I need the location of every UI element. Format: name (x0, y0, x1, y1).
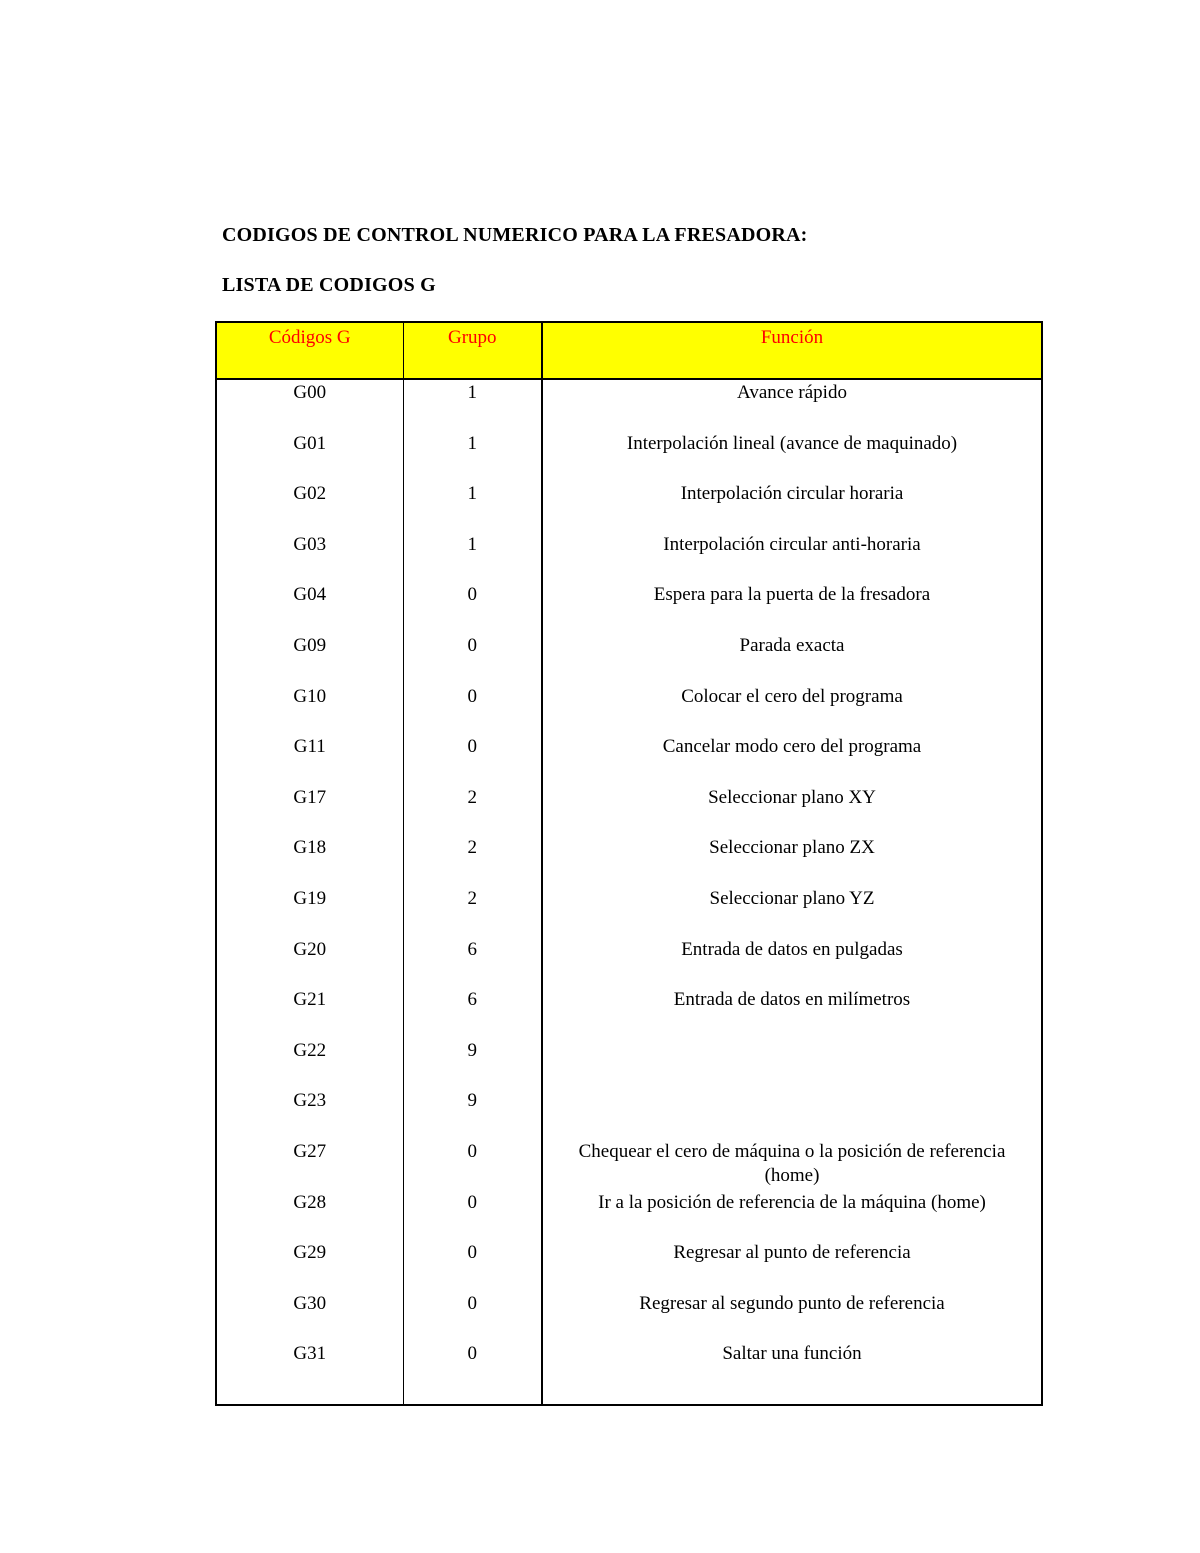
function-cell (542, 734, 1042, 785)
table-row (216, 582, 1042, 633)
function-cell (542, 1190, 1042, 1241)
code-cell: G29 (216, 1240, 403, 1291)
function-cell (542, 1139, 1042, 1190)
table-row (216, 633, 1042, 684)
group-cell: 1 (403, 481, 542, 532)
function-cell (542, 431, 1042, 482)
table-row (216, 1240, 1042, 1291)
function-text: Interpolación circular horaria (680, 483, 904, 505)
function-cell (542, 1088, 1042, 1139)
table-row (216, 937, 1042, 988)
table-header-row (216, 322, 1042, 379)
function-cell (542, 835, 1042, 886)
function-text: Entrada de datos en milímetros (673, 989, 911, 1011)
table-row (216, 532, 1042, 583)
function-cell (542, 1341, 1042, 1405)
code-cell: G18 (216, 835, 403, 886)
group-cell: 2 (403, 835, 542, 886)
table-row (216, 1139, 1042, 1190)
function-cell (542, 481, 1042, 532)
code-cell: G28 (216, 1190, 403, 1241)
group-cell: 0 (403, 1341, 542, 1405)
group-cell: 9 (403, 1088, 542, 1139)
table-row (216, 987, 1042, 1038)
function-cell (542, 785, 1042, 836)
function-text: Espera para la puerta de la fresadora (653, 584, 931, 606)
function-cell (542, 684, 1042, 735)
table-body (216, 379, 1042, 1405)
code-cell: G23 (216, 1088, 403, 1139)
function-cell (542, 1291, 1042, 1342)
function-cell (542, 532, 1042, 583)
function-cell (542, 1240, 1042, 1291)
group-cell: 1 (403, 532, 542, 583)
table-row (216, 1088, 1042, 1139)
code-cell: G22 (216, 1038, 403, 1089)
code-cell: G01 (216, 431, 403, 482)
function-cell (542, 1038, 1042, 1089)
group-cell: 0 (403, 1139, 542, 1190)
function-cell (542, 633, 1042, 684)
code-cell: G30 (216, 1291, 403, 1342)
code-cell: G27 (216, 1139, 403, 1190)
function-text: Seleccionar plano XY (708, 786, 876, 808)
group-cell: 1 (403, 431, 542, 482)
function-text: Regresar al segundo punto de referencia (639, 1292, 945, 1314)
code-cell: G02 (216, 481, 403, 532)
code-cell: G20 (216, 937, 403, 988)
function-text: Regresar al punto de referencia (673, 1242, 911, 1264)
function-text: Colocar el cero del programa (681, 685, 903, 707)
function-cell (542, 582, 1042, 633)
code-cell: G21 (216, 987, 403, 1038)
function-text: Interpolación lineal (avance de maquinado) (626, 432, 958, 454)
function-text: Interpolación circular anti-horaria (663, 533, 921, 555)
group-cell: 1 (403, 379, 542, 431)
function-cell (542, 987, 1042, 1038)
function-text: Cancelar modo cero del programa (662, 736, 922, 758)
group-cell: 0 (403, 734, 542, 785)
function-text: Seleccionar plano ZX (709, 837, 875, 859)
group-cell: 0 (403, 1291, 542, 1342)
column-header-code: Códigos G (216, 322, 403, 379)
group-cell: 6 (403, 937, 542, 988)
group-cell: 0 (403, 1240, 542, 1291)
code-cell: G04 (216, 582, 403, 633)
group-cell: 0 (403, 1190, 542, 1241)
table-header (216, 322, 1042, 379)
group-cell: 0 (403, 684, 542, 735)
table-row (216, 835, 1042, 886)
g-codes-table (215, 321, 1043, 1406)
table-row (216, 431, 1042, 482)
function-text: Chequear el cero de máquina o la posición de referencia (home) (578, 1140, 1006, 1186)
table-row (216, 1341, 1042, 1405)
code-cell: G17 (216, 785, 403, 836)
code-cell: G09 (216, 633, 403, 684)
function-text: Avance rápido (737, 382, 847, 403)
table-row (216, 734, 1042, 785)
column-header-group: Grupo (403, 322, 542, 379)
group-cell: 2 (403, 785, 542, 836)
code-cell: G31 (216, 1341, 403, 1405)
code-cell: G11 (216, 734, 403, 785)
code-cell: G03 (216, 532, 403, 583)
function-cell (542, 886, 1042, 937)
function-text: Parada exacta (739, 634, 845, 656)
table-row (216, 1190, 1042, 1241)
function-text: Ir a la posición de referencia de la máquina (home) (598, 1191, 986, 1213)
table-row (216, 684, 1042, 735)
function-cell (542, 937, 1042, 988)
table-row (216, 379, 1042, 431)
function-text: Saltar una función (722, 1343, 862, 1365)
table-row (216, 1291, 1042, 1342)
function-text: Seleccionar plano YZ (709, 887, 875, 909)
page-title: CODIGOS DE CONTROL NUMERICO PARA LA FRESADORA: (222, 224, 808, 246)
table-row (216, 1038, 1042, 1089)
table-row (216, 785, 1042, 836)
function-cell (542, 379, 1042, 431)
group-cell: 2 (403, 886, 542, 937)
group-cell: 9 (403, 1038, 542, 1089)
column-header-function: Función (542, 322, 1042, 379)
code-cell: G00 (216, 379, 403, 431)
function-text: Entrada de datos en pulgadas (681, 938, 903, 960)
code-cell: G19 (216, 886, 403, 937)
page-subtitle: LISTA DE CODIGOS G (222, 274, 436, 296)
group-cell: 0 (403, 582, 542, 633)
table-row (216, 481, 1042, 532)
table-row (216, 886, 1042, 937)
group-cell: 0 (403, 633, 542, 684)
group-cell: 6 (403, 987, 542, 1038)
code-cell: G10 (216, 684, 403, 735)
